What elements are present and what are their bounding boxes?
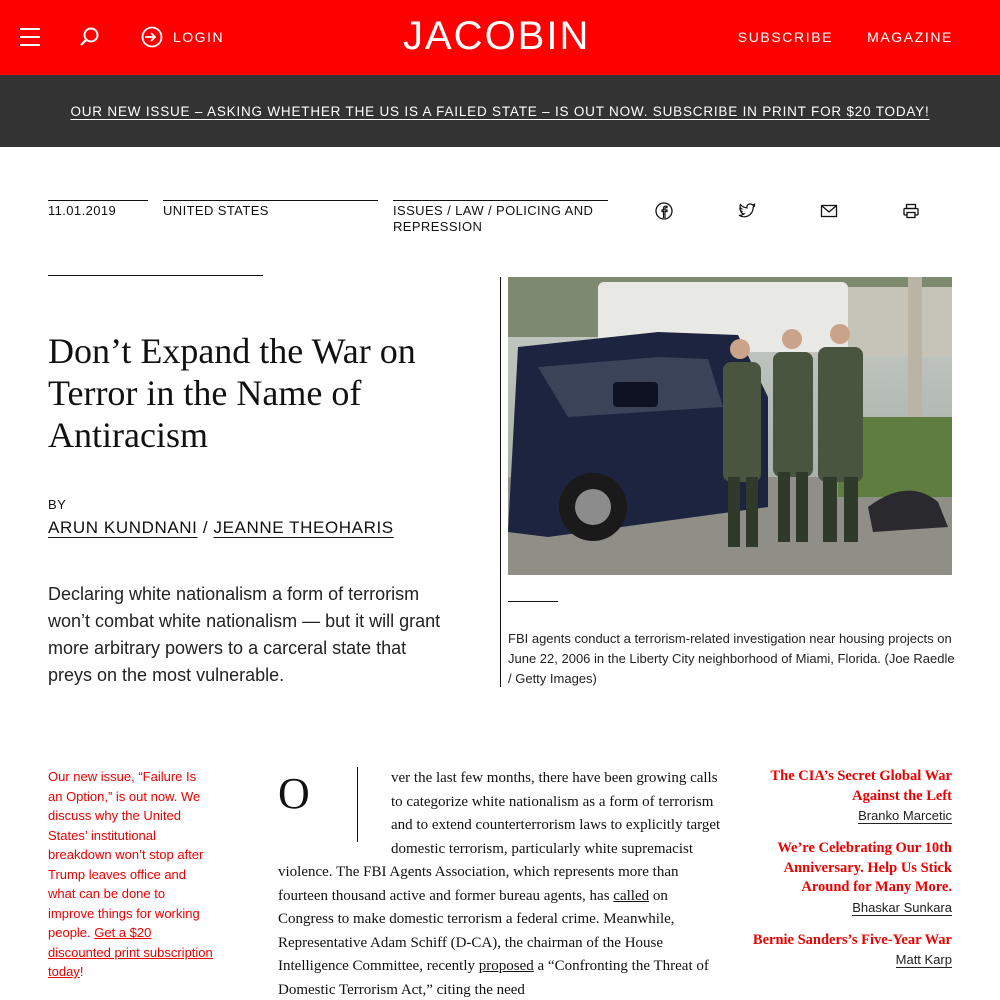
- author-link-theoharis[interactable]: JEANNE THEOHARIS: [213, 518, 394, 537]
- related-articles: [737, 767, 952, 983]
- login-icon: [141, 26, 163, 48]
- print-icon[interactable]: [902, 202, 920, 220]
- related-item: [737, 839, 952, 917]
- issue-promo-end: !: [79, 964, 84, 979]
- login-label: LOGIN: [173, 29, 225, 45]
- promo-banner: [0, 75, 1000, 147]
- header-nav: [738, 29, 953, 45]
- body-link-called[interactable]: called: [613, 887, 650, 904]
- byline-authors: [48, 518, 394, 538]
- issue-promo-link[interactable]: Get a $20 discounted print subscription today: [48, 925, 213, 979]
- caption-divider: [508, 601, 558, 602]
- photo-caption: FBI agents conduct a terrorism-related investigation near housing projects on June 22, 2006 in the Liberty City neighborhood of Miami, Florida. (Joe Raedle / Getty Images): [508, 631, 955, 686]
- related-item: [737, 767, 952, 825]
- search-icon[interactable]: [79, 26, 101, 48]
- twitter-icon[interactable]: [738, 202, 756, 220]
- menu-icon[interactable]: [20, 28, 40, 46]
- article-date: 11.01.2019: [48, 200, 148, 219]
- login-link[interactable]: [141, 26, 224, 48]
- article-photo: [508, 277, 952, 575]
- drop-cap: O: [278, 769, 310, 818]
- issue-promo: [48, 767, 213, 982]
- body-text-2: on Congress to make domestic terrorism a federal crime. Meanwhile, Representative Adam Schiff (D-CA), the chairman of the House Intelligence Committee, recently: [278, 887, 675, 974]
- author-separator: /: [202, 518, 209, 537]
- related-title[interactable]: Bernie Sanders’s Five-Year War: [752, 931, 952, 948]
- body-link-proposed[interactable]: proposed: [478, 958, 534, 974]
- related-author[interactable]: Bhaskar Sunkara: [852, 899, 952, 915]
- related-author[interactable]: Matt Karp: [895, 952, 952, 967]
- facebook-icon[interactable]: [655, 202, 673, 220]
- body-text-3: a “Confronting the Threat of Domestic Terrorism Act,” citing the need: [278, 958, 709, 998]
- article-dek: Declaring white nationalism a form of terrorism won’t combat white nationalism — but it will grant more arbitrary powers to a carceral state that preys on the most vulnerable.: [48, 584, 441, 685]
- email-icon[interactable]: [820, 202, 838, 220]
- article-title: Don’t Expand the War on Terror in the Name of Antiracism: [48, 331, 416, 455]
- related-title[interactable]: The CIA’s Secret Global War Against the Left: [770, 768, 952, 804]
- issue-promo-text: Our new issue, “Failure Is an Option,” is out now. We discuss why the United States’ institutional breakdown won’t stop after Trump leaves office and what can be done to improve things for working people.: [48, 769, 204, 940]
- related-title[interactable]: We’re Celebrating Our 10th Anniversary. Help Us Stick Around for Many More.: [777, 840, 952, 895]
- site-header: [0, 0, 1000, 75]
- related-item: [737, 931, 952, 970]
- image-divider: [500, 277, 501, 687]
- site-logo[interactable]: JACOBIN: [403, 14, 591, 58]
- article-topics[interactable]: ISSUES / LAW / POLICING AND REPRESSION: [393, 200, 608, 235]
- subscribe-link[interactable]: SUBSCRIBE: [737, 29, 834, 45]
- promo-banner-link[interactable]: OUR NEW ISSUE – ASKING WHETHER THE US IS A FAILED STATE – IS OUT NOW. SUBSCRIBE IN PRINT FOR $20 TODAY!: [70, 103, 930, 119]
- byline-label: BY: [48, 497, 67, 512]
- magazine-link[interactable]: MAGAZINE: [867, 29, 953, 45]
- related-author[interactable]: Branko Marcetic: [858, 808, 952, 823]
- title-divider: [48, 275, 263, 276]
- article-body: [278, 767, 723, 1000]
- author-link-kundnani[interactable]: ARUN KUNDNANI: [48, 518, 198, 537]
- body-text-1: ver the last few months, there have been growing calls to categorize white nationalism as a form of terrorism and to extend counterterrorism laws to explicitly target domestic terrorism, particularly white supremacist violence. The FBI Agents Association, which represents more than fourteen thousand active and former bureau agents, has: [278, 770, 721, 904]
- article-region[interactable]: UNITED STATES: [163, 200, 378, 219]
